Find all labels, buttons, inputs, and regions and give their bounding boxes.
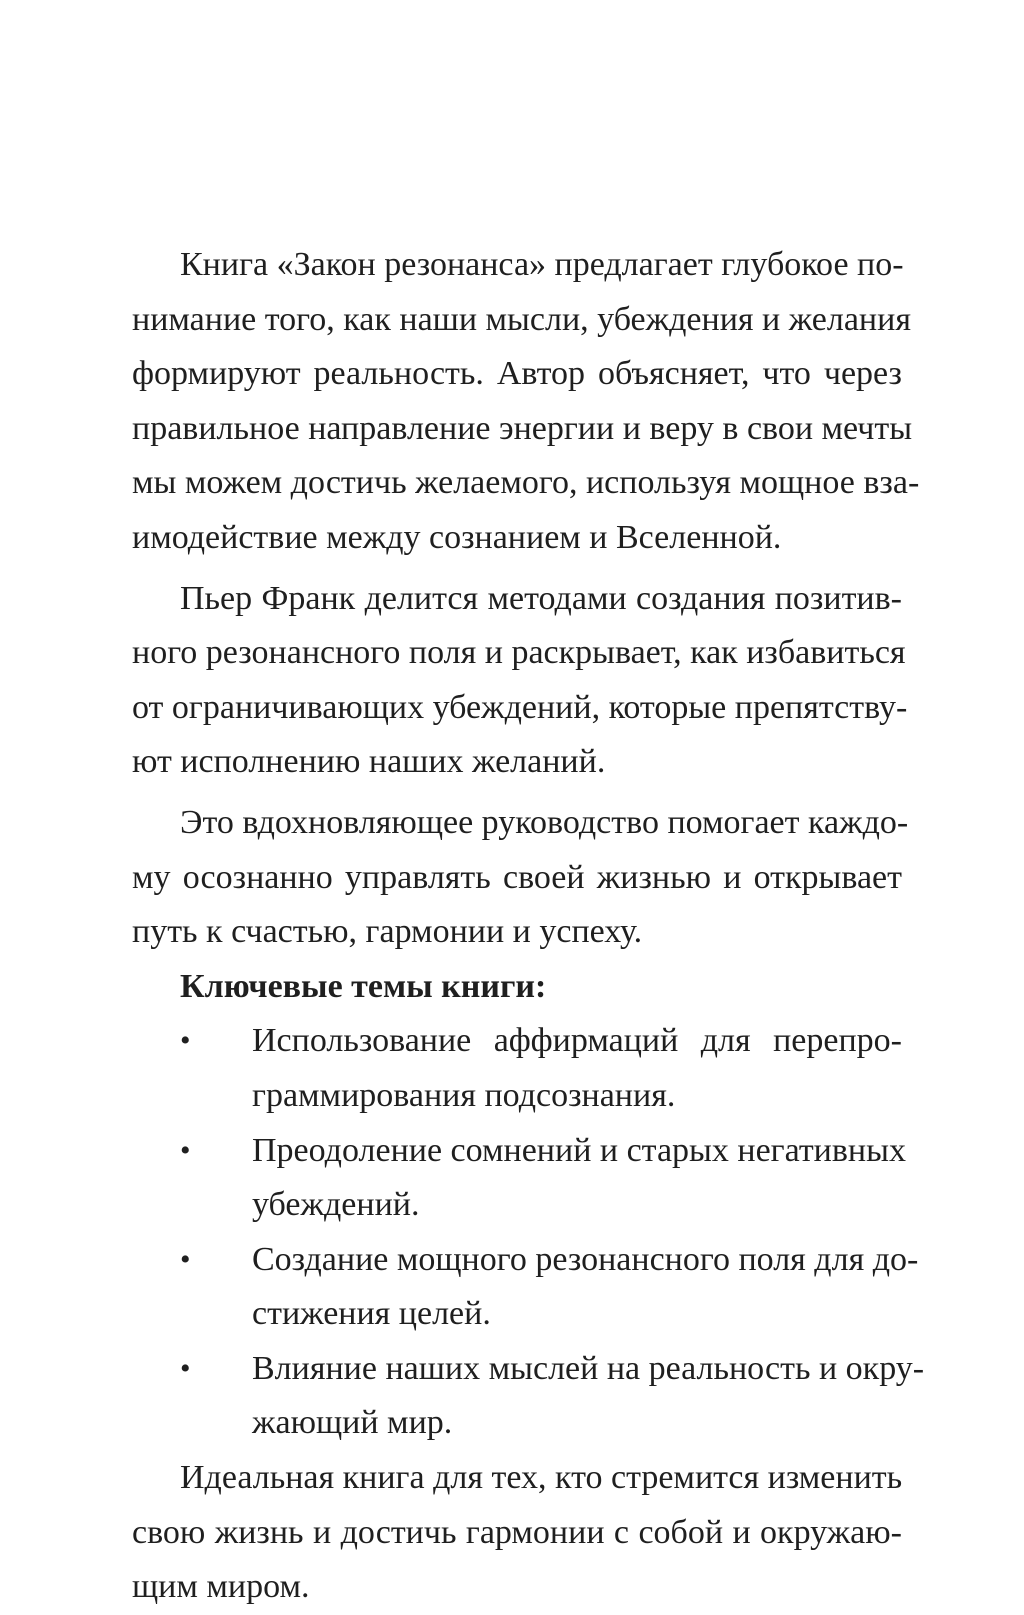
list-item-text: Создание мощного резонансного поля для до-: [252, 1240, 919, 1278]
text-line: щим миром.: [132, 1568, 310, 1606]
text-line: Это вдохновляющее руководство помогает каждо-: [180, 803, 909, 841]
list-item-text: Использование аффирмаций для перепро-: [252, 1022, 902, 1060]
list-item: [132, 1014, 902, 1123]
paragraph-methods: [132, 572, 908, 790]
bullet-icon: •: [180, 1351, 191, 1385]
list-item-text: граммирования подсознания.: [252, 1076, 676, 1114]
list-item-text: жающий мир.: [252, 1404, 453, 1442]
text-line: имодействие между сознанием и Вселенной.: [132, 518, 782, 556]
list-item: [132, 1124, 906, 1233]
text-line: нимание того, как наши мысли, убеждения и желания: [132, 300, 911, 338]
text-line: правильное направление энергии и веру в свои мечты: [132, 409, 913, 447]
text-line: ного резонансного поля и раскрывает, как избавиться: [132, 634, 906, 672]
text-line: путь к счастью, гармонии и успеху.: [132, 913, 643, 951]
list-item: [132, 1342, 925, 1451]
bullet-icon: •: [180, 1133, 191, 1167]
text-line: формируют реальность. Автор объясняет, что через: [132, 355, 902, 393]
paragraph-guide: [132, 796, 909, 960]
list-item-text: Преодоление сомнений и старых негативных: [252, 1131, 906, 1169]
list-item: [132, 1233, 919, 1342]
paragraph-intro: [132, 238, 920, 566]
text-line: Книга «Закон резонанса» предлагает глубокое по-: [180, 246, 904, 283]
key-topics-list: [132, 1014, 925, 1451]
text-line: свою жизнь и достичь гармонии с собой и окружаю-: [132, 1513, 902, 1551]
list-item-text: стижения целей.: [252, 1295, 491, 1333]
key-topics-heading: Ключевые темы книги:: [180, 967, 547, 1005]
bullet-icon: •: [180, 1024, 191, 1058]
text-line: ют исполнению наших желаний.: [132, 743, 606, 781]
annotation-text: [132, 238, 925, 1615]
list-item-text: Влияние наших мыслей на реальность и окру-: [252, 1349, 925, 1387]
text-line: Пьер Франк делится методами создания позитив-: [180, 579, 902, 617]
bullet-icon: •: [180, 1242, 191, 1276]
text-line: от ограничивающих убеждений, которые препятству-: [132, 688, 908, 726]
list-item-text: убеждений.: [252, 1186, 420, 1224]
text-line: му осознанно управлять своей жизнью и открывает: [132, 858, 902, 896]
text-line: мы можем достичь желаемого, используя мощное вза-: [132, 464, 920, 502]
text-line: Идеальная книга для тех, кто стремится изменить: [180, 1459, 903, 1497]
paragraph-closing: [132, 1451, 902, 1615]
